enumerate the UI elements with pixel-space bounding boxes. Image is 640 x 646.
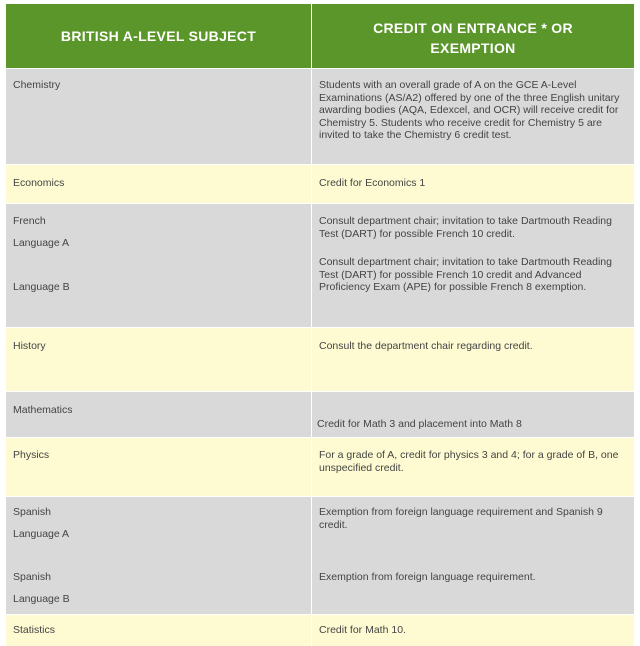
row-economics-credit: Credit for Economics 1 xyxy=(312,165,634,203)
row-statistics-subject xyxy=(6,615,311,646)
row-mathematics-credit: Credit for Math 3 and placement into Math 8 xyxy=(312,392,634,437)
row-mathematics-subject xyxy=(6,392,311,437)
credit-text: Consult department chair; invitation to take Dartmouth Reading Test (DART) for possible French 10 credit and Advanced Proficiency Exam (APE) for possible French 8 exemption. xyxy=(319,256,612,293)
row-physics-subject xyxy=(6,438,311,496)
subject-label: French xyxy=(13,215,46,227)
row-history-subject xyxy=(6,328,311,391)
sublevel-label: Language B xyxy=(13,281,70,293)
subject-label: Mathematics xyxy=(13,404,73,416)
row-chemistry-credit: Students with an overall grade of A on the GCE A-Level Examinations (AS/A2) offered by one of the three English unitary awarding bodies (AQA, Edexcel, and OCR) will receive credit for Chemistry 5. Students who receive credit for Chemistry 5 are invited to take the Chemistry 6 credit test. xyxy=(312,69,634,164)
subject-label: Physics xyxy=(13,449,50,461)
credit-text: Consult department chair; invitation to take Dartmouth Reading Test (DART) for possible French 10 credit. xyxy=(319,215,612,240)
subject-label: Spanish xyxy=(13,506,51,518)
subject-label: Chemistry xyxy=(13,79,61,91)
row-french-subject xyxy=(6,204,311,327)
credit-text: Exemption from foreign language requirement and Spanish 9 credit. xyxy=(319,506,603,531)
row-history-credit: Consult the department chair regarding credit. xyxy=(312,328,634,391)
subject-label: Spanish xyxy=(13,571,51,583)
credit-table xyxy=(6,4,634,644)
row-chemistry-subject xyxy=(6,69,311,164)
row-physics-credit: For a grade of A, credit for physics 3 and 4; for a grade of B, one unspecified credit. xyxy=(312,438,634,496)
subject-label: Statistics xyxy=(13,624,56,636)
sublevel-label: Language A xyxy=(13,527,70,540)
header-subject: BRITISH A-LEVEL SUBJECT xyxy=(6,4,311,68)
sublevel-label: Language B xyxy=(13,592,70,605)
sublevel-label: Language A xyxy=(13,236,70,249)
row-spanish-subject xyxy=(6,497,311,614)
header-credit: CREDIT ON ENTRANCE * OR EXEMPTION xyxy=(312,4,634,68)
subject-label: History xyxy=(13,340,46,352)
row-french-credit xyxy=(312,204,634,327)
row-spanish-credit xyxy=(312,497,634,614)
row-economics-subject xyxy=(6,165,311,203)
subject-label: Economics xyxy=(13,177,65,189)
credit-text: Exemption from foreign language requirement. xyxy=(319,571,536,583)
row-statistics-credit: Credit for Math 10. xyxy=(312,615,634,646)
